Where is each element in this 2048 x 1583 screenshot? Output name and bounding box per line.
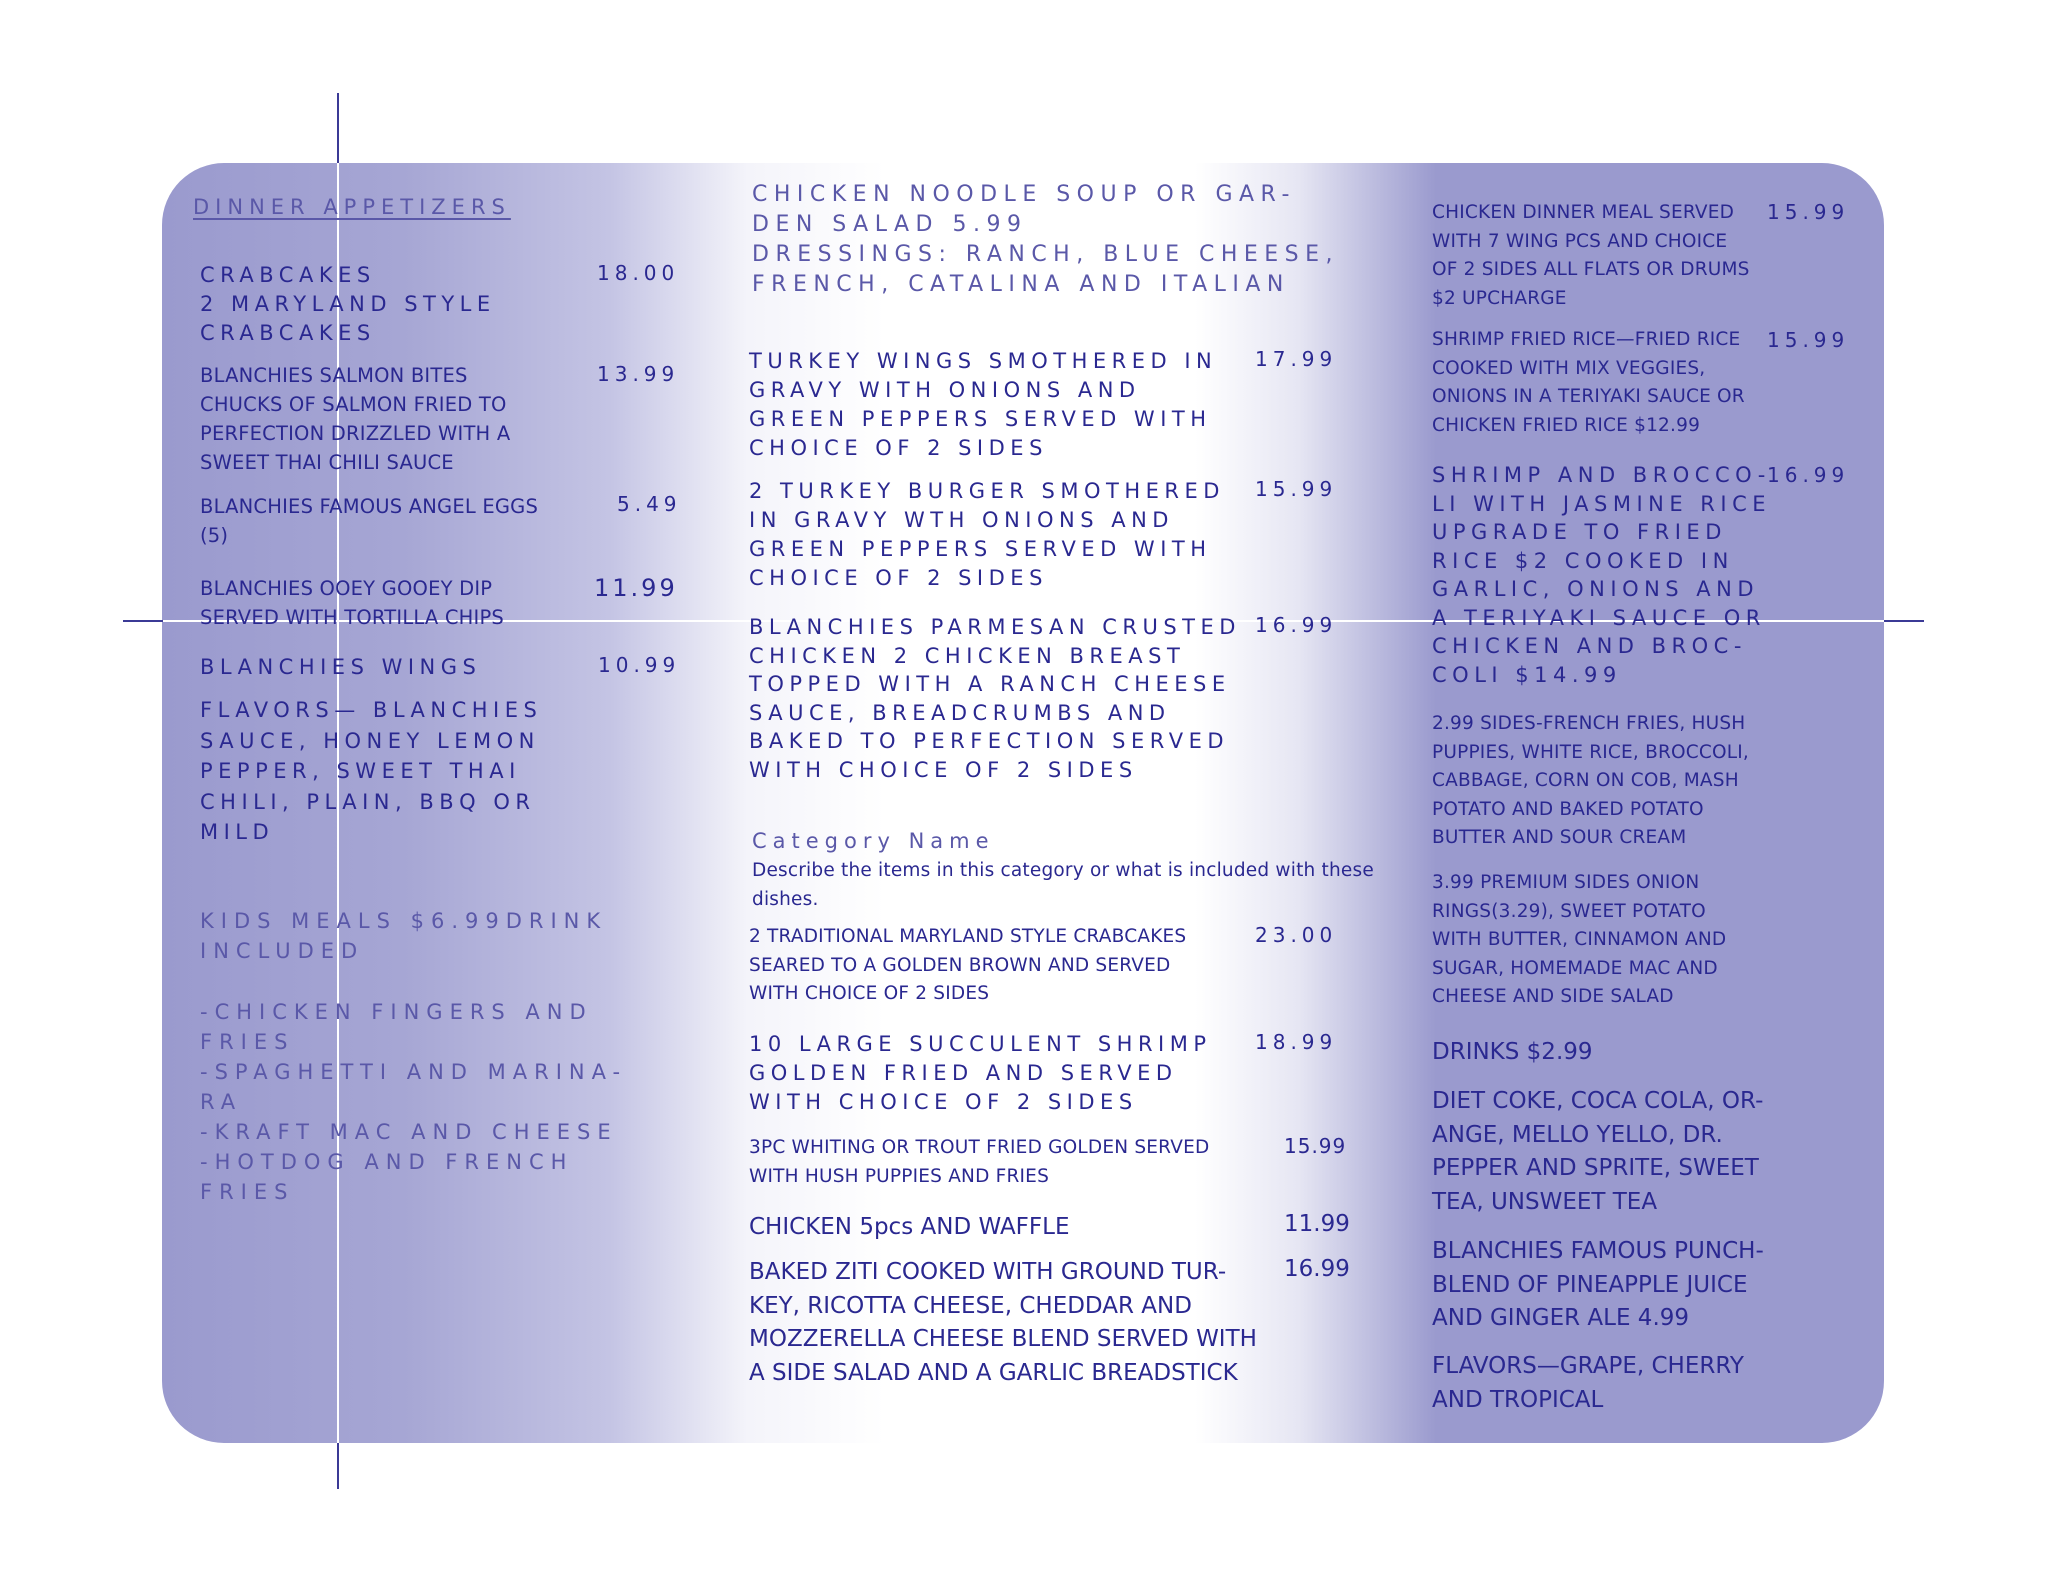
appetizer-name-salmon-bites: BLANCHIES SALMON BITES CHUCKS OF SALMON FRIED TO PERFECTION DRIZZLED WITH A SWEET THAI CHILI SAUCE: [200, 364, 511, 474]
appetizer-price-wings: 10.99: [598, 653, 681, 677]
seafood-name-shrimp: 10 LARGE SUCCULENT SHRIMP GOLDEN FRIED AND SERVED WITH CHOICE OF 2 SIDES: [749, 1032, 1212, 1114]
seafood-name-whiting-trout: 3PC WHITING OR TROUT FRIED GOLDEN SERVED WITH HUSH PUPPIES AND FRIES: [749, 1137, 1210, 1187]
seafood-price-shrimp: 18.99: [1255, 1030, 1338, 1054]
crop-mark-horizontal-right: [1884, 620, 1924, 622]
entree-name-parmesan-chicken: BLANCHIES PARMESAN CRUSTED CHICKEN 2 CHICKEN BREAST TOPPED WITH A RANCH CHEESE SAUCE, BREADCRUMBS AND BAKED TO PERFECTION SERVED WITH CHOICE OF 2 SIDES: [749, 615, 1241, 782]
entree-price-turkey-burger: 15.99: [1255, 477, 1338, 501]
crop-mark-horizontal-left: [123, 620, 163, 622]
seafood-price-whiting-trout: 15.99: [1284, 1134, 1347, 1158]
soup-salad-dressings: CHICKEN NOODLE SOUP OR GAR- DEN SALAD 5.99 DRESSINGS: RANCH, BLUE CHEESE, FRENCH, CATALINA AND ITALIAN: [752, 182, 1340, 297]
right-price-chicken-dinner: 15.99: [1767, 200, 1850, 224]
crop-mark-vertical-top: [337, 93, 339, 163]
category-description: Describe the items in this category or what is included with these dishes.: [752, 860, 1374, 910]
entree-name-turkey-wings: TURKEY WINGS SMOTHERED IN GRAVY WITH ONIONS AND GREEN PEPPERS SERVED WITH CHOICE OF 2 SIDES: [749, 349, 1218, 460]
entree-price-turkey-wings: 17.99: [1255, 347, 1338, 371]
right-price-shrimp-fried-rice: 15.99: [1767, 328, 1850, 352]
kids-meals-list: -CHICKEN FINGERS AND FRIES -SPAGHETTI AND MARINA- RA -KRAFT MAC AND CHEESE -HOTDOG AND FRENCH FRIES: [200, 1000, 628, 1204]
appetizer-name-angel-eggs: BLANCHIES FAMOUS ANGEL EGGS (5): [200, 495, 539, 547]
entree-price-parmesan-chicken: 16.99: [1255, 613, 1338, 637]
appetizer-price-salmon-bites: 13.99: [597, 362, 680, 386]
appetizer-price-angel-eggs: 5.49: [617, 492, 682, 516]
kids-meals-heading: KIDS MEALS $6.99DRINK INCLUDED: [200, 909, 608, 963]
sides-list: 2.99 SIDES-FRENCH FRIES, HUSH PUPPIES, WHITE RICE, BROCCOLI, CABBAGE, CORN ON COB, MASH POTATO AND BAKED POTATO BUTTER AND SOUR CREAM: [1432, 713, 1750, 848]
wing-flavors: FLAVORS— BLANCHIES SAUCE, HONEY LEMON PEPPER, SWEET THAI CHILI, PLAIN, BBQ OR MILD: [200, 698, 543, 844]
right-price-shrimp-broccoli: 16.99: [1767, 463, 1850, 487]
right-name-shrimp-fried-rice: SHRIMP FRIED RICE—FRIED RICE COOKED WITH MIX VEGGIES, ONIONS IN A TERIYAKI SAUCE OR CHICKEN FRIED RICE $12.99: [1432, 329, 1745, 436]
famous-punch: BLANCHIES FAMOUS PUNCH- BLEND OF PINEAPPLE JUICE AND GINGER ALE 4.99: [1432, 1238, 1764, 1331]
appetizer-name-wings: BLANCHIES WINGS: [200, 655, 482, 679]
entree-name-turkey-burger: 2 TURKEY BURGER SMOTHERED IN GRAVY WTH ONIONS AND GREEN PEPPERS SERVED WITH CHOICE OF 2 SIDES: [749, 479, 1225, 590]
right-name-shrimp-broccoli: SHRIMP AND BROCCO- LI WITH JASMINE RICE UPGRADE TO FRIED RICE $2 COOKED IN GARLIC, ONIONS AND A TERIYAKI SAUCE OR CHICKEN AND BROC- COLI $14.99: [1432, 463, 1772, 687]
appetizer-price-ooey-gooey-dip: 11.99: [594, 574, 678, 602]
seafood-price-crabcakes: 23.00: [1255, 923, 1338, 947]
category-name: Category Name: [752, 829, 995, 853]
drinks-list: DIET COKE, COCA COLA, OR- ANGE, MELLO YELLO, DR. PEPPER AND SPRITE, SWEET TEA, UNSWEET TEA: [1432, 1088, 1764, 1215]
appetizer-name-crabcakes: CRABCAKES 2 MARYLAND STYLE CRABCAKES: [200, 263, 496, 345]
drinks-heading: DRINKS $2.99: [1432, 1039, 1593, 1065]
seafood-name-crabcakes: 2 TRADITIONAL MARYLAND STYLE CRABCAKES SEARED TO A GOLDEN BROWN AND SERVED WITH CHOICE OF 2 SIDES: [749, 926, 1187, 1004]
entree-name-chicken-waffle: CHICKEN 5pcs AND WAFFLE: [749, 1214, 1070, 1240]
entree-name-baked-ziti: BAKED ZITI COOKED WITH GROUND TUR- KEY, RICOTTA CHEESE, CHEDDAR AND MOZZERELLA CHEESE BLEND SERVED WITH A SIDE SALAD AND A GARLIC BREADSTICK: [749, 1259, 1257, 1386]
crop-mark-vertical-bottom: [337, 1443, 339, 1489]
appetizer-price-crabcakes: 18.00: [597, 261, 680, 285]
appetizer-name-ooey-gooey-dip: BLANCHIES OOEY GOOEY DIP SERVED WITH TORTILLA CHIPS: [200, 577, 504, 629]
entree-price-chicken-waffle: 11.99: [1284, 1211, 1350, 1237]
entree-price-baked-ziti: 16.99: [1284, 1256, 1350, 1282]
punch-flavors: FLAVORS—GRAPE, CHERRY AND TROPICAL: [1432, 1353, 1744, 1413]
right-name-chicken-dinner: CHICKEN DINNER MEAL SERVED WITH 7 WING PCS AND CHOICE OF 2 SIDES ALL FLATS OR DRUMS $2 UPCHARGE: [1432, 202, 1750, 309]
premium-sides-list: 3.99 PREMIUM SIDES ONION RINGS(3.29), SWEET POTATO WITH BUTTER, CINNAMON AND SUGAR, HOMEMADE MAC AND CHEESE AND SIDE SALAD: [1432, 872, 1727, 1007]
dinner-appetizers-heading: DINNER APPETIZERS: [193, 195, 511, 219]
